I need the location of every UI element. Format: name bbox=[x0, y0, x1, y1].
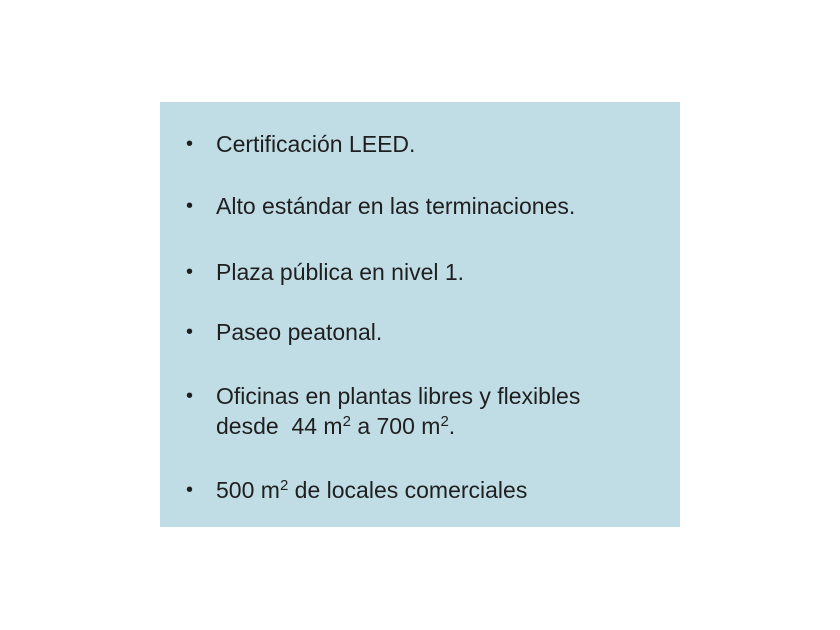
features-panel bbox=[160, 102, 680, 527]
list-item-text: Certificación LEED. bbox=[216, 131, 416, 157]
bullet-icon: • bbox=[186, 479, 194, 501]
superscript: 2 bbox=[440, 413, 449, 430]
bullet-icon: • bbox=[186, 261, 194, 283]
list-item-text: Alto estándar en las terminaciones. bbox=[216, 193, 576, 219]
superscript: 2 bbox=[279, 477, 289, 494]
bullet-icon: • bbox=[186, 133, 194, 155]
bullet-icon: • bbox=[186, 321, 194, 343]
list-item-text: Oficinas en plantas libres y flexibles bbox=[216, 383, 581, 409]
superscript: 2 bbox=[342, 413, 351, 430]
bullet-icon: • bbox=[186, 195, 194, 217]
list-item-text: Paseo peatonal. bbox=[216, 319, 383, 345]
bullet-icon: • bbox=[186, 385, 194, 407]
list-item-text: Plaza pública en nivel 1. bbox=[216, 259, 465, 285]
list-item-text-continuation: desde 44 $m^2$ a 700 $m^2$. bbox=[216, 413, 456, 439]
list-item-text: 500 $m^2$ de locales comerciales bbox=[216, 477, 528, 503]
